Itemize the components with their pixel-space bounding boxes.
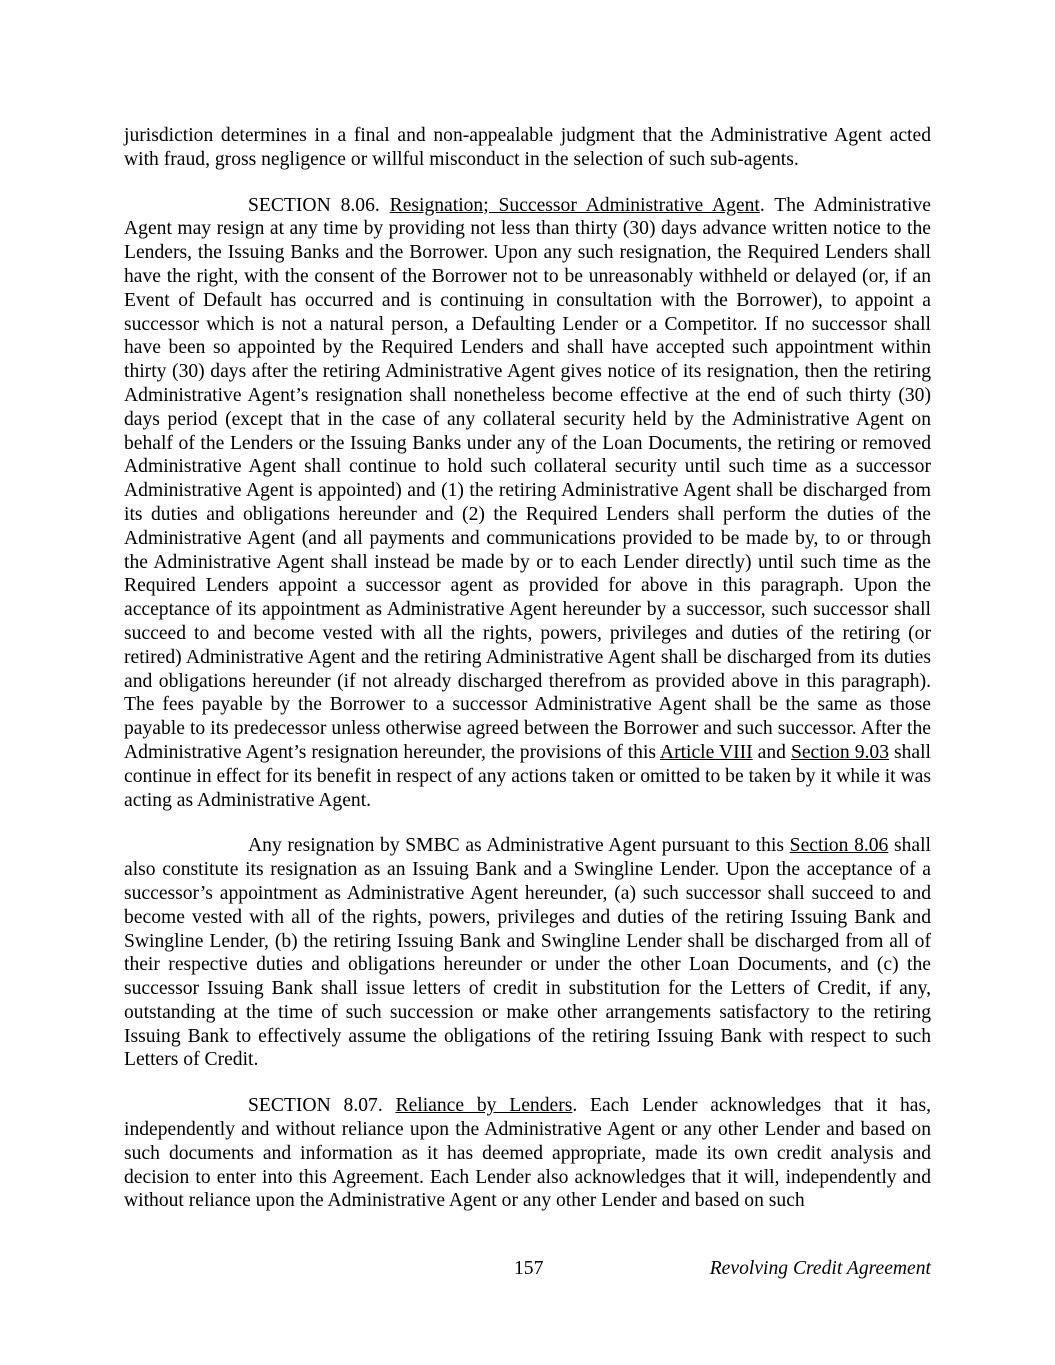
paragraph-text: and bbox=[752, 741, 791, 763]
document-page bbox=[124, 124, 931, 1235]
page-number: 157 bbox=[514, 1258, 544, 1279]
section-label: SECTION 8.07. bbox=[248, 1095, 396, 1117]
section-8-06-paragraph bbox=[124, 194, 931, 813]
cross-reference-section-9-03: Section 9.03 bbox=[790, 741, 889, 763]
paragraph-text: . Each Lender acknowledges that it has, independently and without reliance upon the Administrative Agent or any other Lender and based on such documents and information as it has deemed appropriate, made its own credit analysis and decision to enter into this Agreement. Each Lender also acknowledges that it will, independently and without reliance upon the Administrative Agent or any other Lender and based on such bbox=[124, 1095, 931, 1212]
smbc-resignation-paragraph bbox=[124, 834, 931, 1072]
paragraph-continuation bbox=[124, 124, 931, 172]
cross-reference-article-viii: Article VIII bbox=[659, 741, 753, 763]
page-footer bbox=[124, 1257, 931, 1281]
document-title: Revolving Credit Agreement bbox=[709, 1258, 931, 1279]
section-8-07-paragraph bbox=[124, 1094, 931, 1213]
section-heading: Reliance by Lenders bbox=[395, 1095, 573, 1117]
paragraph-text: shall continue in effect for its benefit in respect of any actions taken or omitted to be taken by it while it was acting as Administrative Agent. bbox=[124, 741, 931, 811]
paragraph-text: jurisdiction determines in a final and non-appealable judgment that the Administrative Agent acted with fraud, gross negligence or willful misconduct in the selection of such sub-agents. bbox=[124, 125, 931, 170]
section-label: SECTION 8.06. bbox=[248, 194, 390, 216]
paragraph-text: . The Administrative Agent may resign at any time by providing not less than thirty (30) days advance written notice to the Lenders, the Issuing Banks and the Borrower. Upon any such resignation, the Required Lenders shall have the right, with the consent of the Borrower not to be unreasonably withheld or delayed (or, if an Event of Default has occurred and is continuing in consultation with the Borrower), to appoint a successor which is not a natural person, a Defaulting Lender or a Competitor. If no successor shall have been so appointed by the Required Lenders and shall have accepted such appointment within thirty (30) days after the retiring Administrative Agent gives notice of its resignation, then the retiring Administrative Agent’s resignation shall nonetheless become effective at the end of such thirty (30) days period (except that in the case of any collateral security held by the Administrative Agent on behalf of the Lenders or the Issuing Banks under any of the Loan Documents, the retiring or removed Administrative Agent shall continue to hold such collateral security until such time as a successor Administrative Agent is appointed) and (1) the retiring Administrative Agent shall be discharged from its duties and obligations hereunder and (2) the Required Lenders shall perform the duties of the Administrative Agent (and all payments and communications provided to be made by, to or through the Administrative Agent shall instead be made by or to each Lender directly) until such time as the Required Lenders appoint a successor agent as provided for above in this paragraph. Upon the acceptance of its appointment as Administrative Agent hereunder by a successor, such successor shall succeed to and become vested with all the rights, powers, privileges and duties of the retiring (or retired) Administrative Agent and the retiring Administrative Agent shall be discharged from its duties and obligations hereunder (if not already discharged therefrom as provided above in this paragraph). The fees payable by the Borrower to a successor Administrative Agent shall be the same as those payable to its predecessor unless otherwise agreed between the Borrower and such successor. After the Administrative Agent’s resignation hereunder, the provisions of this bbox=[124, 194, 932, 763]
section-heading: Resignation; Successor Administrative Agent bbox=[389, 194, 760, 216]
cross-reference-section-8-06: Section 8.06 bbox=[789, 835, 889, 857]
paragraph-text: shall also constitute its resignation as an Issuing Bank and a Swingline Lender. Upon the acceptance of a successor’s appointment as Administrative Agent hereunder, (a) such successor shall succeed to and become vested with all of the rights, powers, privileges and duties of the retiring Issuing Bank and Swingline Lender, (b) the retiring Issuing Bank and Swingline Lender shall be discharged from all of their respective duties and obligations hereunder or under the other Loan Documents, and (c) the successor Issuing Bank shall issue letters of credit in substitution for the Letters of Credit, if any, outstanding at the time of such succession or make other arrangements satisfactory to the retiring Issuing Bank to effectively assume the obligations of the retiring Issuing Bank with respect to such Letters of Credit. bbox=[124, 835, 931, 1071]
paragraph-text: Any resignation by SMBC as Administrative Agent pursuant to this bbox=[248, 835, 790, 857]
